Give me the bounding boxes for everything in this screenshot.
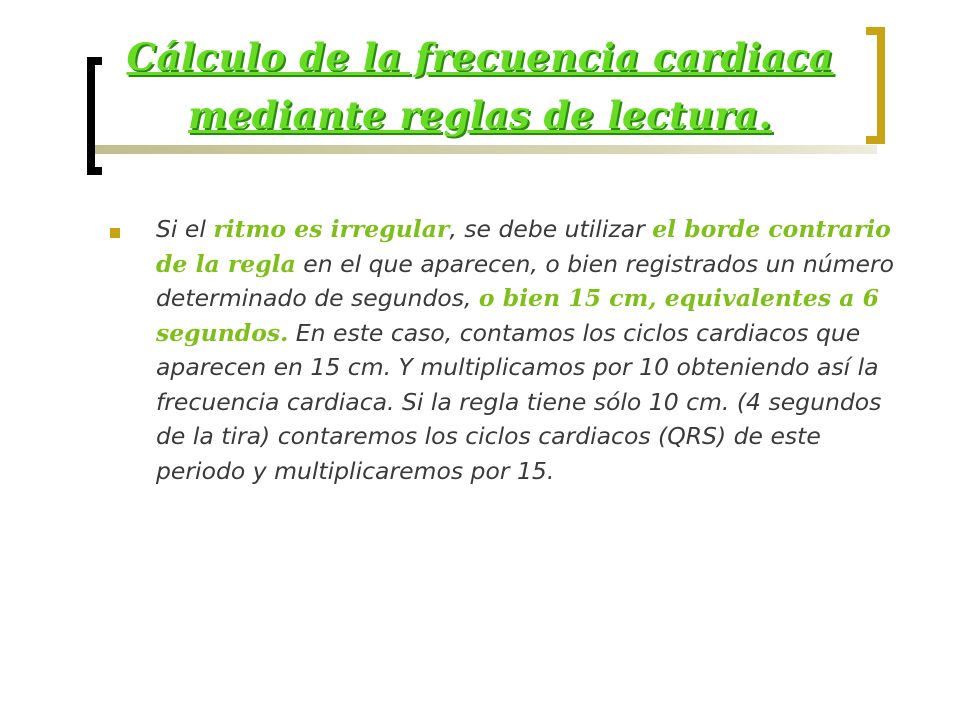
bullet-text-1: Si el xyxy=(156,215,214,243)
title-line-1: Cálculo de la frecuencia cardiaca xyxy=(126,35,834,79)
right-bracket-decoration xyxy=(877,27,885,144)
highlight-15cm-6s: o bien 15 cm, equivalentes a 6 segundos. xyxy=(156,284,879,347)
square-bullet-icon xyxy=(110,228,120,238)
bullet-text-4: En este caso, contamos los ciclos cardiacos que aparecen en 15 cm. Y multiplicamos por 10 obteniendo así la frecuencia cardiaca. Si la regla tiene sólo 10 cm. (4 segundos de la tira) contaremos los ciclos cardiacos (QRS) de este periodo y multiplicaremos por 15. xyxy=(156,318,882,485)
highlight-ruler-edge: el borde contrario de la regla xyxy=(156,215,891,278)
left-bracket-bottom xyxy=(87,167,102,175)
title-divider-line xyxy=(95,145,877,154)
bullet-paragraph xyxy=(156,212,911,488)
left-bracket-decoration xyxy=(87,57,95,175)
highlight-irregular-rhythm: ritmo es irregular xyxy=(213,215,450,243)
bullet-text-2: , se debe utilizar xyxy=(449,215,653,243)
right-bracket-bottom xyxy=(866,136,885,144)
title-line-2: mediante reglas de lectura. xyxy=(188,93,772,137)
left-bracket-top xyxy=(87,57,102,65)
right-bracket-top xyxy=(866,27,885,35)
slide-title xyxy=(110,28,850,144)
bullet-text-3: en el que aparecen, o bien registrados un número determinado de segundos, xyxy=(156,249,895,312)
